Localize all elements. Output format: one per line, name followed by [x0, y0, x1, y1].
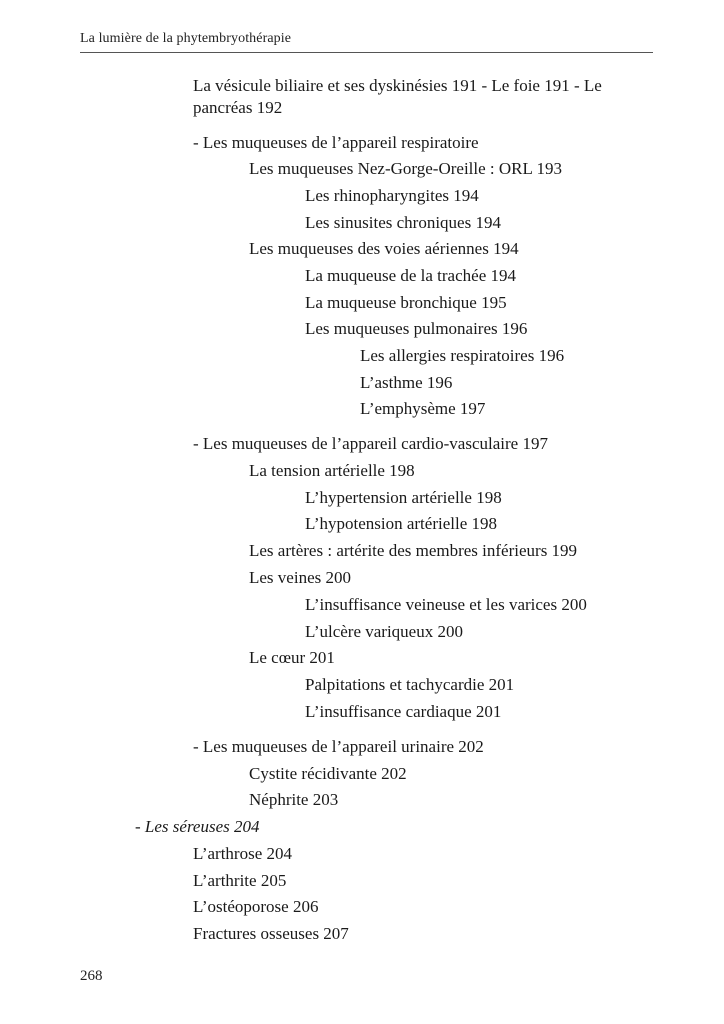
toc-entry: Les muqueuses Nez-Gorge-Oreille : ORL 193	[249, 159, 562, 178]
toc-entry: Les rhinopharyngites 194	[305, 186, 479, 205]
toc-entry: L’emphysème 197	[360, 399, 486, 418]
toc-entry: L’ulcère variqueux 200	[305, 622, 463, 641]
toc-entry: pancréas 192	[193, 98, 283, 117]
toc-entry: La tension artérielle 198	[249, 461, 415, 480]
toc-section: - Les muqueuses de l’appareil cardio-vasculaire 197	[193, 434, 548, 453]
page-number: 268	[80, 968, 103, 984]
toc-entry: L’hypotension artérielle 198	[305, 514, 497, 533]
toc-entry: L’ostéoporose 206	[193, 897, 319, 916]
toc-entry: L’insuffisance cardiaque 201	[305, 702, 502, 721]
toc-entry: L’arthrite 205	[193, 871, 287, 890]
toc-entry: La muqueuse de la trachée 194	[305, 266, 516, 285]
toc-entry: L’hypertension artérielle 198	[305, 488, 502, 507]
toc-entry: La vésicule biliaire et ses dyskinésies 191 - Le foie 191 - Le	[193, 76, 602, 95]
toc-section: - Les muqueuses de l’appareil urinaire 202	[193, 737, 484, 756]
toc-entry: L’asthme 196	[360, 373, 453, 392]
toc-entry: L’insuffisance veineuse et les varices 200	[305, 595, 587, 614]
toc-entry: Le cœur 201	[249, 648, 335, 667]
toc-section: - Les séreuses 204	[135, 817, 260, 836]
toc-entry: La muqueuse bronchique 195	[305, 293, 507, 312]
toc-entry: Les artères : artérite des membres inférieurs 199	[249, 541, 578, 560]
toc-entry: Les sinusites chroniques 194	[305, 213, 501, 232]
toc-entry: Les allergies respiratoires 196	[360, 346, 565, 365]
toc-section: - Les muqueuses de l’appareil respiratoire	[193, 133, 479, 152]
toc-entry: Les muqueuses des voies aériennes 194	[249, 239, 519, 258]
toc-entry: Fractures osseuses 207	[193, 924, 349, 943]
toc-entry: Néphrite 203	[249, 790, 339, 809]
toc-entry: Palpitations et tachycardie 201	[305, 675, 515, 694]
toc-entry: Les muqueuses pulmonaires 196	[305, 319, 528, 338]
toc-entry: Les veines 200	[249, 568, 351, 587]
running-header: La lumière de la phytembryothérapie	[80, 31, 292, 46]
toc-entry: Cystite récidivante 202	[249, 764, 407, 783]
toc-entry: L’arthrose 204	[193, 844, 292, 863]
